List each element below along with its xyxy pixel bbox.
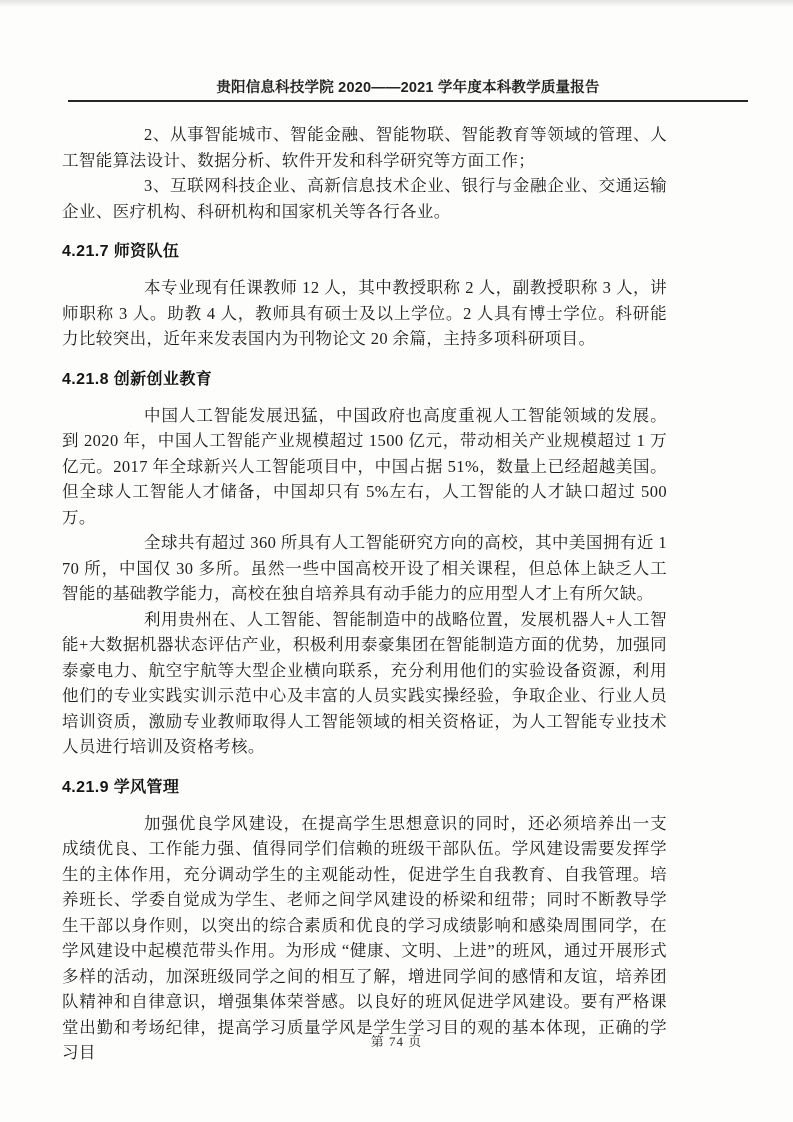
header-rule bbox=[68, 100, 748, 102]
section-heading-study-style: 4.21.9 学风管理 bbox=[62, 778, 180, 796]
paragraph-careers-item-3: 3、互联网科技企业、高新信息技术企业、银行与金融企业、交通运输企业、医疗机构、科研机构和国家机关等各行各业。 bbox=[62, 176, 667, 221]
paragraph-guizhou-strategy: 利用贵州在、人工智能、智能制造中的战略位置，发展机器人+人工智能+大数据机器状态评估产业，积极利用泰豪集团在智能制造方面的优势，加强同泰豪电力、航空宇航等大型企业横向联系，充分利用他们的实验设备资源，利用他们的专业实践实训示范中心及丰富的人员实践实操经验，争取企业、行业人员培训资质，激励专业教师取得人工智能领域的相关资格证，为人工智能专业技术人员进行培训及资格考核。 bbox=[62, 609, 667, 756]
page-body bbox=[62, 122, 667, 1066]
paragraph-ai-universities: 全球共有超过 360 所具有人工智能研究方向的高校，其中美国拥有近 170 所，中国仅 30 多所。虽然一些中国高校开设了相关课程，但总体上缺乏人工智能的基础教学能力，高校在独自培养具有动手能力的应用型人才上有所欠缺。 bbox=[62, 533, 667, 603]
paragraph-faculty: 本专业现有任课教师 12 人，其中教授职称 2 人，副教授职称 3 人，讲师职称 3 人。助教 4 人，教师具有硕士及以上学位。2 人具有博士学位。科研能力比较突出，近年来发表国内为刊物论文 20 余篇，主持多项科研项目。 bbox=[62, 278, 667, 348]
paragraph-study-style: 加强优良学风建设，在提高学生思想意识的同时，还必须培养出一支成绩优良、工作能力强、值得同学们信赖的班级干部队伍。学风建设需要发挥学生的主体作用，充分调动学生的主观能动性，促进学生自我教育、自我管理。培养班长、学委自觉成为学生、老师之间学风建设的桥梁和纽带；同时不断教导学生干部以身作则，以突出的综合素质和优良的学习成绩影响和感染周围同学，在学风建设中起模范带头作用。为形成 “健康、文明、上进”的班风，通过开展形式多样的活动，加深班级同学之间的相互了解，增进同学间的感情和友谊，培养团队精神和自律意识，增强集体荣誉感。以良好的班风促进学风建设。要有严格课堂出勤和考场纪律，提高学习质量学风是学生学习目的观的基本体现，正确的学习目 bbox=[62, 813, 667, 1062]
header-title: 贵阳信息科技学院 2020——2021 学年度本科教学质量报告 bbox=[216, 80, 600, 96]
scan-edge bbox=[0, 0, 793, 7]
section-heading-faculty: 4.21.7 师资队伍 bbox=[62, 243, 180, 260]
section-heading-innovation-education: 4.21.8 创新创业教育 bbox=[62, 370, 213, 388]
paragraph-careers-item-2: 2、从事智能城市、智能金融、智能物联、智能教育等领域的管理、人工智能算法设计、数据分析、软件开发和科学研究等方面工作； bbox=[62, 125, 667, 170]
page-header bbox=[68, 79, 748, 102]
page-footer bbox=[0, 1031, 793, 1050]
paragraph-ai-industry-development: 中国人工智能发展迅猛，中国政府也高度重视人工智能领域的发展。到 2020 年，中国人工智能产业规模超过 1500 亿元，带动相关产业规模超过 1 万亿元。2017 年全球新兴人工智能项目中，中国占据 51%，数量上已经超越美国。但全球人工智能人才储备，中国却只有 5%左右，人工智能的人才缺口超过 500 万。 bbox=[62, 405, 667, 527]
page-number: 第 74 页 bbox=[370, 1034, 423, 1049]
